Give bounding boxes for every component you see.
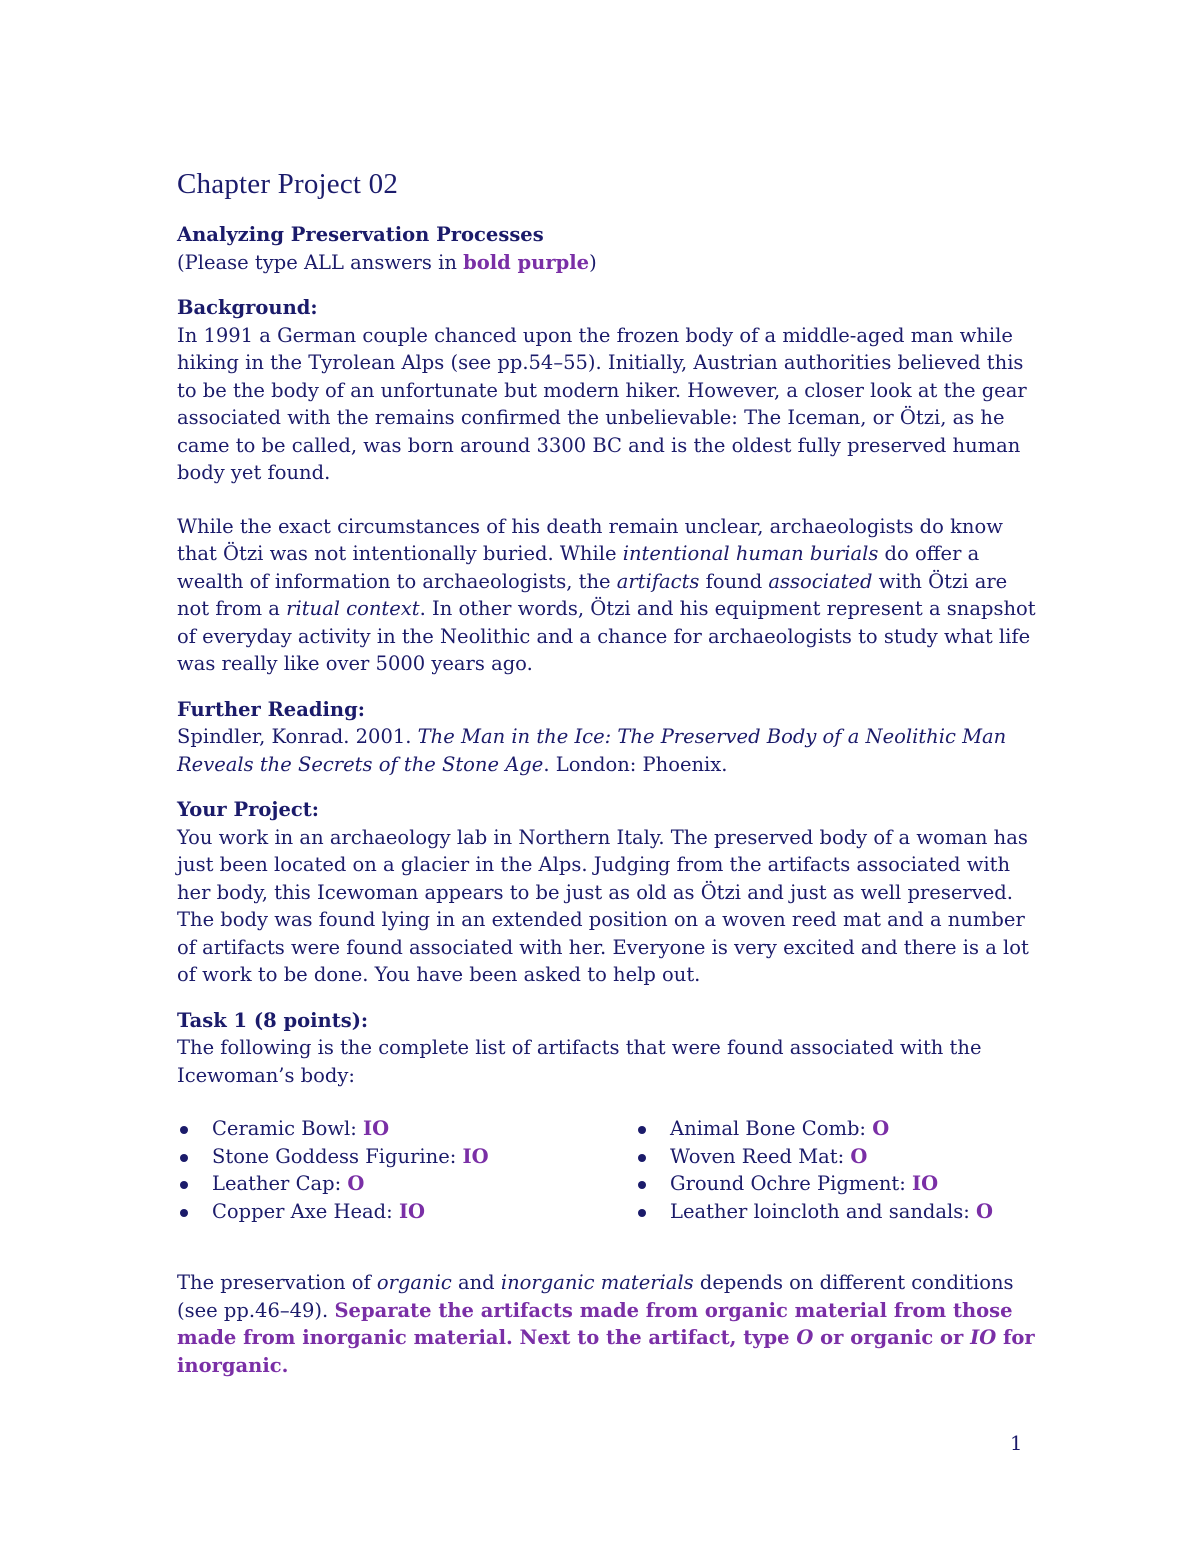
project-heading: Your Project:	[177, 798, 319, 821]
artifact-answer[interactable]: IO	[363, 1117, 390, 1140]
citation-publisher: . London: Phoenix.	[543, 752, 728, 776]
artifact-answer[interactable]: O	[347, 1172, 365, 1195]
closing-text-2: and	[451, 1271, 501, 1294]
citation-author: Spindler, Konrad. 2001.	[177, 725, 418, 748]
artifact-label: Stone Goddess Figurine:	[212, 1144, 463, 1168]
artifact-label: Ground Ochre Pigment:	[670, 1172, 912, 1195]
artifact-list-right	[635, 1115, 993, 1225]
list-item	[635, 1198, 993, 1226]
artifact-answer[interactable]: IO	[462, 1144, 489, 1168]
background-paragraph-2	[177, 513, 1037, 678]
list-item	[635, 1170, 993, 1198]
artifact-answer[interactable]: O	[976, 1199, 994, 1223]
list-item	[177, 1198, 635, 1226]
closing-text-3: depends on different conditions (see pp.46–49).	[177, 1271, 1014, 1322]
artifact-label: Animal Bone Comb:	[670, 1117, 873, 1140]
bg2-italic-4: ritual context	[286, 597, 420, 620]
artifact-lists	[177, 1115, 1037, 1225]
closing-purple-italic-2: IO	[970, 1326, 997, 1349]
closing-purple-2: or organic or	[813, 1326, 971, 1349]
instruction-pre: (Please type ALL answers in	[177, 250, 464, 274]
bullet-icon	[638, 1209, 646, 1217]
document-page	[177, 168, 1037, 1379]
artifact-answer[interactable]: O	[850, 1144, 868, 1168]
closing-purple-1: Separate the artifacts made from organic material from those made from inorganic material. Next to the artifact, type	[177, 1298, 1013, 1349]
closing-purple-3: for inorganic.	[177, 1326, 1035, 1377]
instruction-highlight: bold purple	[463, 250, 590, 274]
artifact-label: Copper Axe Head:	[212, 1199, 399, 1223]
page-title: Chapter Project 02	[177, 168, 399, 200]
closing-purple-italic-1: O	[796, 1326, 814, 1349]
list-item	[635, 1115, 993, 1143]
bullet-icon	[180, 1126, 188, 1134]
citation	[177, 723, 1037, 778]
artifact-answer[interactable]: IO	[398, 1199, 426, 1223]
artifact-answer[interactable]: O	[872, 1117, 890, 1140]
bullet-icon	[180, 1154, 188, 1162]
bg2-italic-3: associated	[768, 569, 873, 593]
page-number: 1	[1010, 1432, 1023, 1455]
bullet-icon	[638, 1126, 646, 1134]
task1-closing	[177, 1269, 1037, 1379]
list-item	[635, 1143, 993, 1171]
project-paragraph: You work in an archaeology lab in Northern Italy. The preserved body of a woman has just been located on a glacier in the Alps. Judging from the artifacts associated with her body, this Icewoman appears to be just as old as Ötzi and just as well preserved. The body was found lying in an extended position on a woven reed mat and a number of artifacts were found associated with her. Everyone is very excited and there is a lot of work to be done. You have been asked to help out.	[177, 825, 1029, 986]
bullet-icon	[180, 1209, 188, 1217]
bullet-icon	[638, 1154, 646, 1162]
task1-intro: The following is the complete list of artifacts that were found associated with the Icewoman’s body:	[177, 1036, 982, 1087]
citation-title: The Man in the Ice: The Preserved Body of a Neolithic Man Reveals the Secrets of the Stone Age	[177, 725, 1007, 776]
instruction-line	[177, 249, 1037, 277]
background-paragraph-1: In 1991 a German couple chanced upon the frozen body of a middle-aged man while hiking in the Tyrolean Alps (see pp.54–55). Initially, Austrian authorities believed this to be the body of an unfortunate but modern hiker. However, a closer look at the gear associated with the remains confirmed the unbelievable: The Iceman, or Ötzi, as he came to be called, was born around 3300 BC and is the oldest fully preserved human body yet found.	[177, 323, 1027, 484]
task1-heading: Task 1 (8 points):	[177, 1008, 369, 1032]
artifact-label: Woven Reed Mat:	[670, 1144, 851, 1168]
bg2-italic-2: artifacts	[616, 569, 700, 593]
closing-italic-2: inorganic materials	[500, 1271, 694, 1294]
bg2-text-4: with Ötzi are not from a	[177, 569, 1008, 620]
instruction-post: )	[589, 250, 597, 274]
bg2-italic-1: intentional human burials	[622, 542, 879, 565]
artifact-list-left	[177, 1115, 635, 1225]
artifact-label: Leather Cap:	[212, 1172, 348, 1195]
closing-italic-1: organic	[376, 1271, 452, 1294]
bullet-icon	[180, 1181, 188, 1189]
background-heading: Background:	[177, 296, 318, 319]
subtitle: Analyzing Preservation Processes	[177, 223, 544, 246]
bg2-text-5: . In other words, Ötzi and his equipment represent a snapshot of everyday activity in the Neolithic and a chance for archaeologists to study what life was really like over 5000 years ago.	[177, 597, 1036, 675]
list-item	[177, 1143, 635, 1171]
bullet-icon	[638, 1181, 646, 1189]
bg2-text-1: While the exact circumstances of his death remain unclear, archaeologists do know that Ötzi was not intentionally buried. While	[177, 514, 1003, 565]
artifact-answer[interactable]: IO	[912, 1172, 939, 1195]
bg2-text-2: do offer a wealth of information to archaeologists, the	[177, 542, 980, 593]
artifact-label: Leather loincloth and sandals:	[670, 1199, 977, 1223]
list-item	[177, 1170, 635, 1198]
bg2-text-3: found	[699, 569, 769, 593]
list-item	[177, 1115, 635, 1143]
further-reading-heading: Further Reading:	[177, 697, 365, 721]
artifact-label: Ceramic Bowl:	[212, 1117, 364, 1140]
closing-text-1: The preservation of	[177, 1271, 377, 1294]
